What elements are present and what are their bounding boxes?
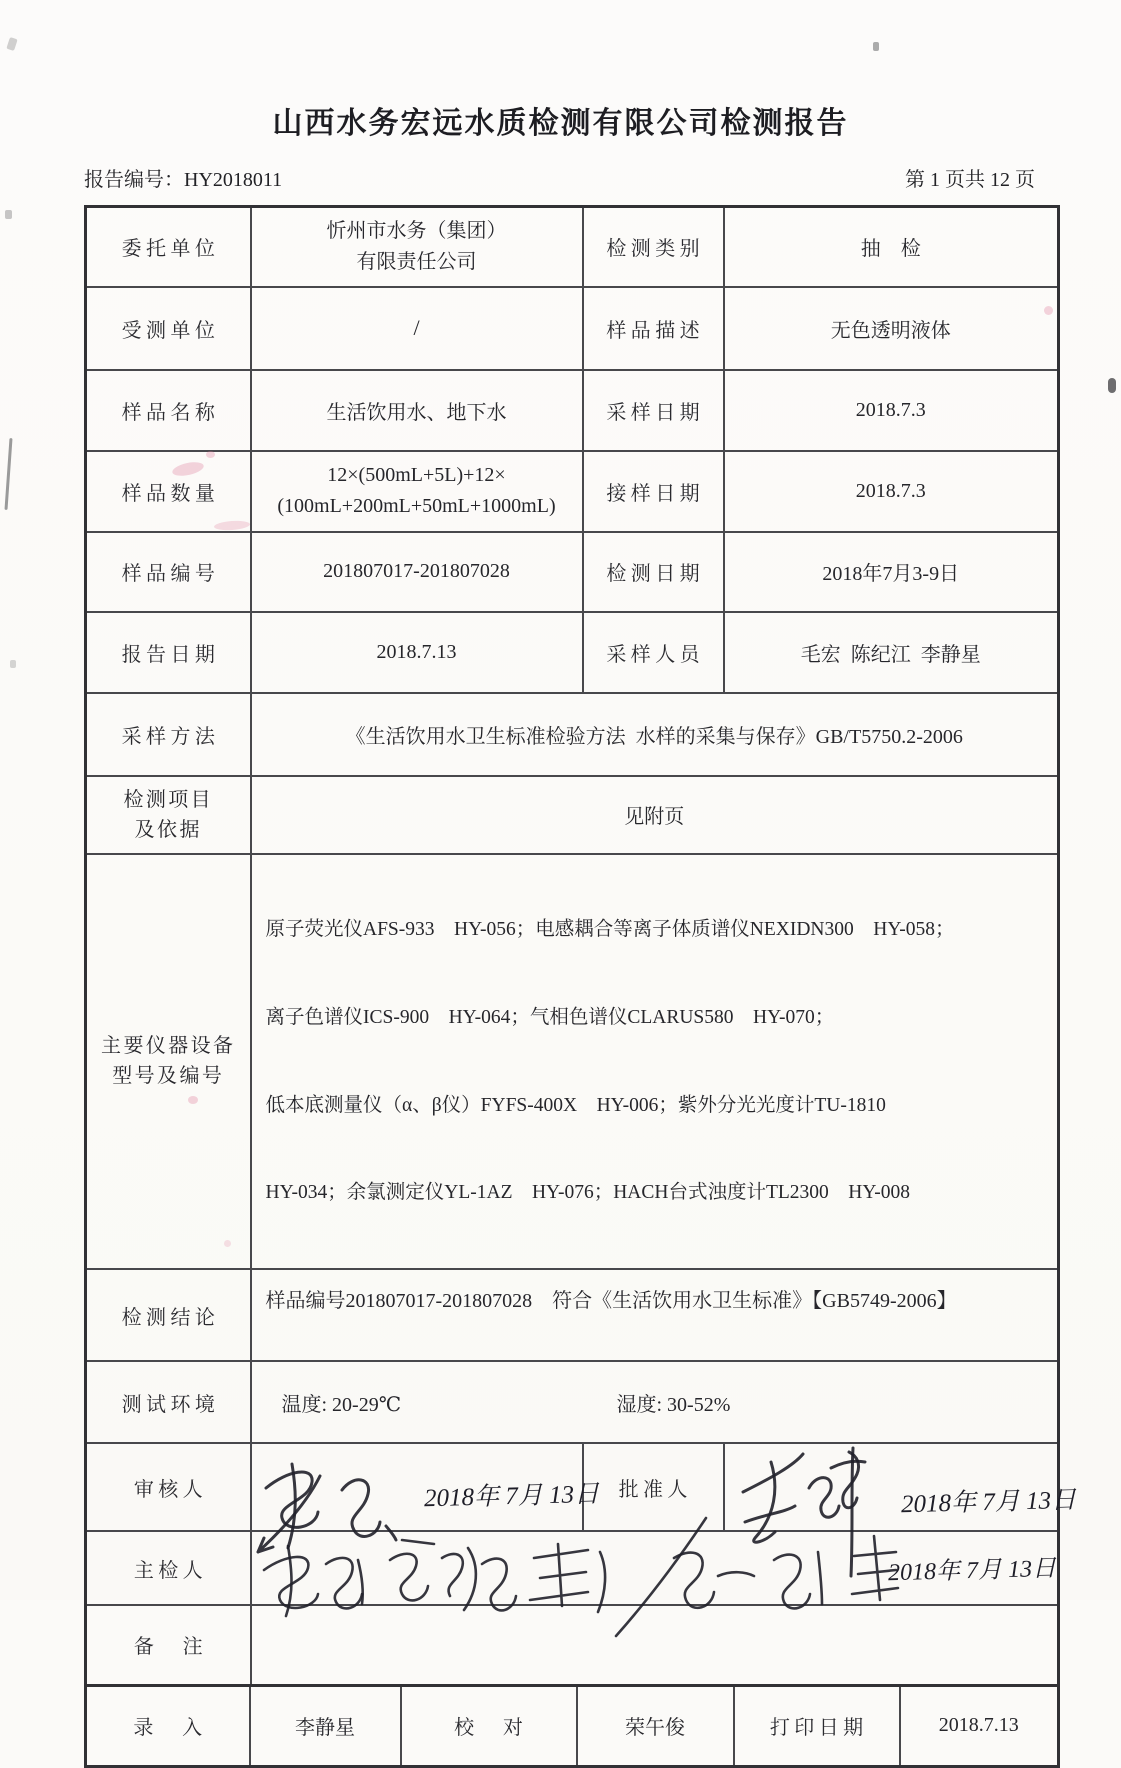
instruments-line2: 离子色谱仪ICS-900 HY-064；气相色谱仪CLARUS580 HY-070； [265, 1006, 835, 1028]
category-value: 抽 检 [724, 207, 1059, 287]
inspector-sign-cell [251, 1531, 1059, 1605]
client-value [251, 207, 583, 287]
sample-desc-value: 无色透明液体 [724, 287, 1059, 370]
table-row [86, 693, 1059, 776]
table-row [86, 1361, 1059, 1443]
report-number: 报告编号：HY2018011 [84, 169, 283, 191]
scan-artifact [6, 37, 17, 51]
env-humidity: 湿度: 30-52% [616, 1393, 731, 1416]
sample-no-value: 201807017-201807028 [251, 532, 583, 612]
table-row [86, 451, 1059, 532]
conclusion-value: 样品编号201807017-201807028 符合《生活饮用水卫生标准》【GB5749-2006】 [251, 1269, 1059, 1361]
instruments-line3: 低本底测量仪（α、β仪）FYFS-400X HY-006；紫外分光光度计TU-1810 [265, 1094, 886, 1116]
sample-name-label: 样品名称 [86, 370, 251, 451]
instruments-line4: HY-034；余氯测定仪YL-1AZ HY-076；HACH台式浊度计TL2300 HY-008 [265, 1182, 911, 1204]
scan-artifact [873, 42, 879, 51]
instruments-label-line2: 型号及编号 [112, 1065, 225, 1088]
env-value [251, 1361, 1059, 1443]
approver-sign-cell [724, 1443, 1076, 1531]
sampling-date-label: 采样日期 [583, 370, 724, 451]
table-row [86, 1443, 1059, 1531]
sample-no-label: 样品编号 [86, 532, 251, 612]
approver-label: 批准人 [583, 1443, 724, 1531]
tested-unit-label: 受测单位 [86, 287, 251, 370]
sample-name-value: 生活饮用水、地下水 [251, 370, 583, 451]
approver-sign-date: 2018年 7月 13日 [900, 1486, 1076, 1519]
sample-qty-line1: 12×(500mL+5L)+12× [327, 464, 506, 486]
table-row [86, 854, 1059, 1270]
samplers-label: 采样人员 [583, 612, 724, 693]
reviewer-sign-cell [251, 1443, 599, 1531]
scan-artifact [1108, 378, 1116, 393]
items-label-line2: 及依据 [134, 818, 202, 841]
sample-desc-label: 样品描述 [583, 287, 724, 370]
method-label: 采样方法 [86, 693, 251, 776]
tested-unit-value: / [251, 287, 583, 370]
table-row [86, 532, 1059, 612]
items-value: 见附页 [251, 776, 1059, 854]
proof-value: 荣午俊 [577, 1685, 734, 1766]
page-indicator: 第 1 页共 12 页 [905, 169, 1035, 191]
table-row [86, 1685, 1059, 1766]
inspector-sign-date: 2018年 7月 13日 [887, 1555, 1056, 1587]
sample-qty-label: 样品数量 [86, 451, 251, 532]
client-label: 委托单位 [86, 207, 251, 287]
sample-qty-value [251, 451, 583, 532]
scan-artifact [4, 438, 12, 510]
client-value-line1: 忻州市水务（集团） [326, 219, 507, 242]
entry-value: 李静星 [250, 1685, 401, 1766]
scan-artifact [5, 210, 12, 219]
test-date-label: 检测日期 [583, 532, 724, 612]
report-date-value: 2018.7.13 [251, 612, 583, 693]
instruments-label-line1: 主要仪器设备 [101, 1035, 236, 1058]
reviewer-label: 审核人 [86, 1443, 251, 1531]
report-table [84, 205, 1076, 1687]
report-meta-line [84, 163, 1035, 192]
table-row [86, 370, 1059, 451]
items-label-line1: 检测项目 [123, 788, 214, 811]
table-row [86, 1531, 1059, 1605]
table-row [86, 776, 1059, 854]
method-value: 《生活饮用水卫生标准检验方法 水样的采集与保存》GB/T5750.2-2006 [251, 693, 1059, 776]
receive-date-label: 接样日期 [583, 451, 724, 532]
sample-qty-line2: (100mL+200mL+50mL+1000mL) [277, 495, 556, 517]
items-label [86, 776, 251, 854]
remarks-value [251, 1605, 1059, 1685]
sampling-date-value: 2018.7.3 [724, 370, 1059, 451]
reviewer-sign-date: 2018年 7月 13日 [423, 1480, 599, 1513]
scan-artifact [10, 660, 16, 668]
print-date-value: 2018.7.13 [900, 1685, 1059, 1766]
table-row [86, 287, 1059, 370]
remarks-label: 备 注 [86, 1605, 251, 1685]
test-date-value: 2018年7月3-9日 [724, 532, 1059, 612]
receive-date-value: 2018.7.3 [724, 451, 1059, 532]
table-row [86, 207, 1059, 287]
proof-label: 校 对 [401, 1685, 577, 1766]
print-date-label: 打印日期 [734, 1685, 900, 1766]
report-table-wrap [84, 205, 1076, 1768]
page-title: 山西水务宏远水质检测有限公司检测报告 [272, 106, 849, 141]
entry-label: 录 入 [86, 1685, 250, 1766]
report-date-label: 报告日期 [86, 612, 251, 693]
category-label: 检测类别 [583, 207, 724, 287]
footer-table [84, 1684, 1060, 1768]
inspector-label: 主检人 [86, 1531, 251, 1605]
client-value-line2: 有限责任公司 [356, 250, 477, 273]
instruments-line1: 原子荧光仪AFS-933 HY-056；电感耦合等离子体质谱仪NEXIDN300 HY-058； [265, 919, 955, 940]
env-label: 测试环境 [86, 1361, 251, 1443]
samplers-value: 毛宏 陈纪江 李静星 [724, 612, 1059, 693]
instruments-value [251, 854, 1059, 1270]
table-row [86, 1605, 1059, 1685]
env-temperature: 温度: 20-29℃ [281, 1393, 402, 1416]
table-row [86, 1269, 1059, 1361]
instruments-label [86, 854, 251, 1270]
table-row [86, 612, 1059, 693]
conclusion-label: 检测结论 [86, 1269, 251, 1361]
